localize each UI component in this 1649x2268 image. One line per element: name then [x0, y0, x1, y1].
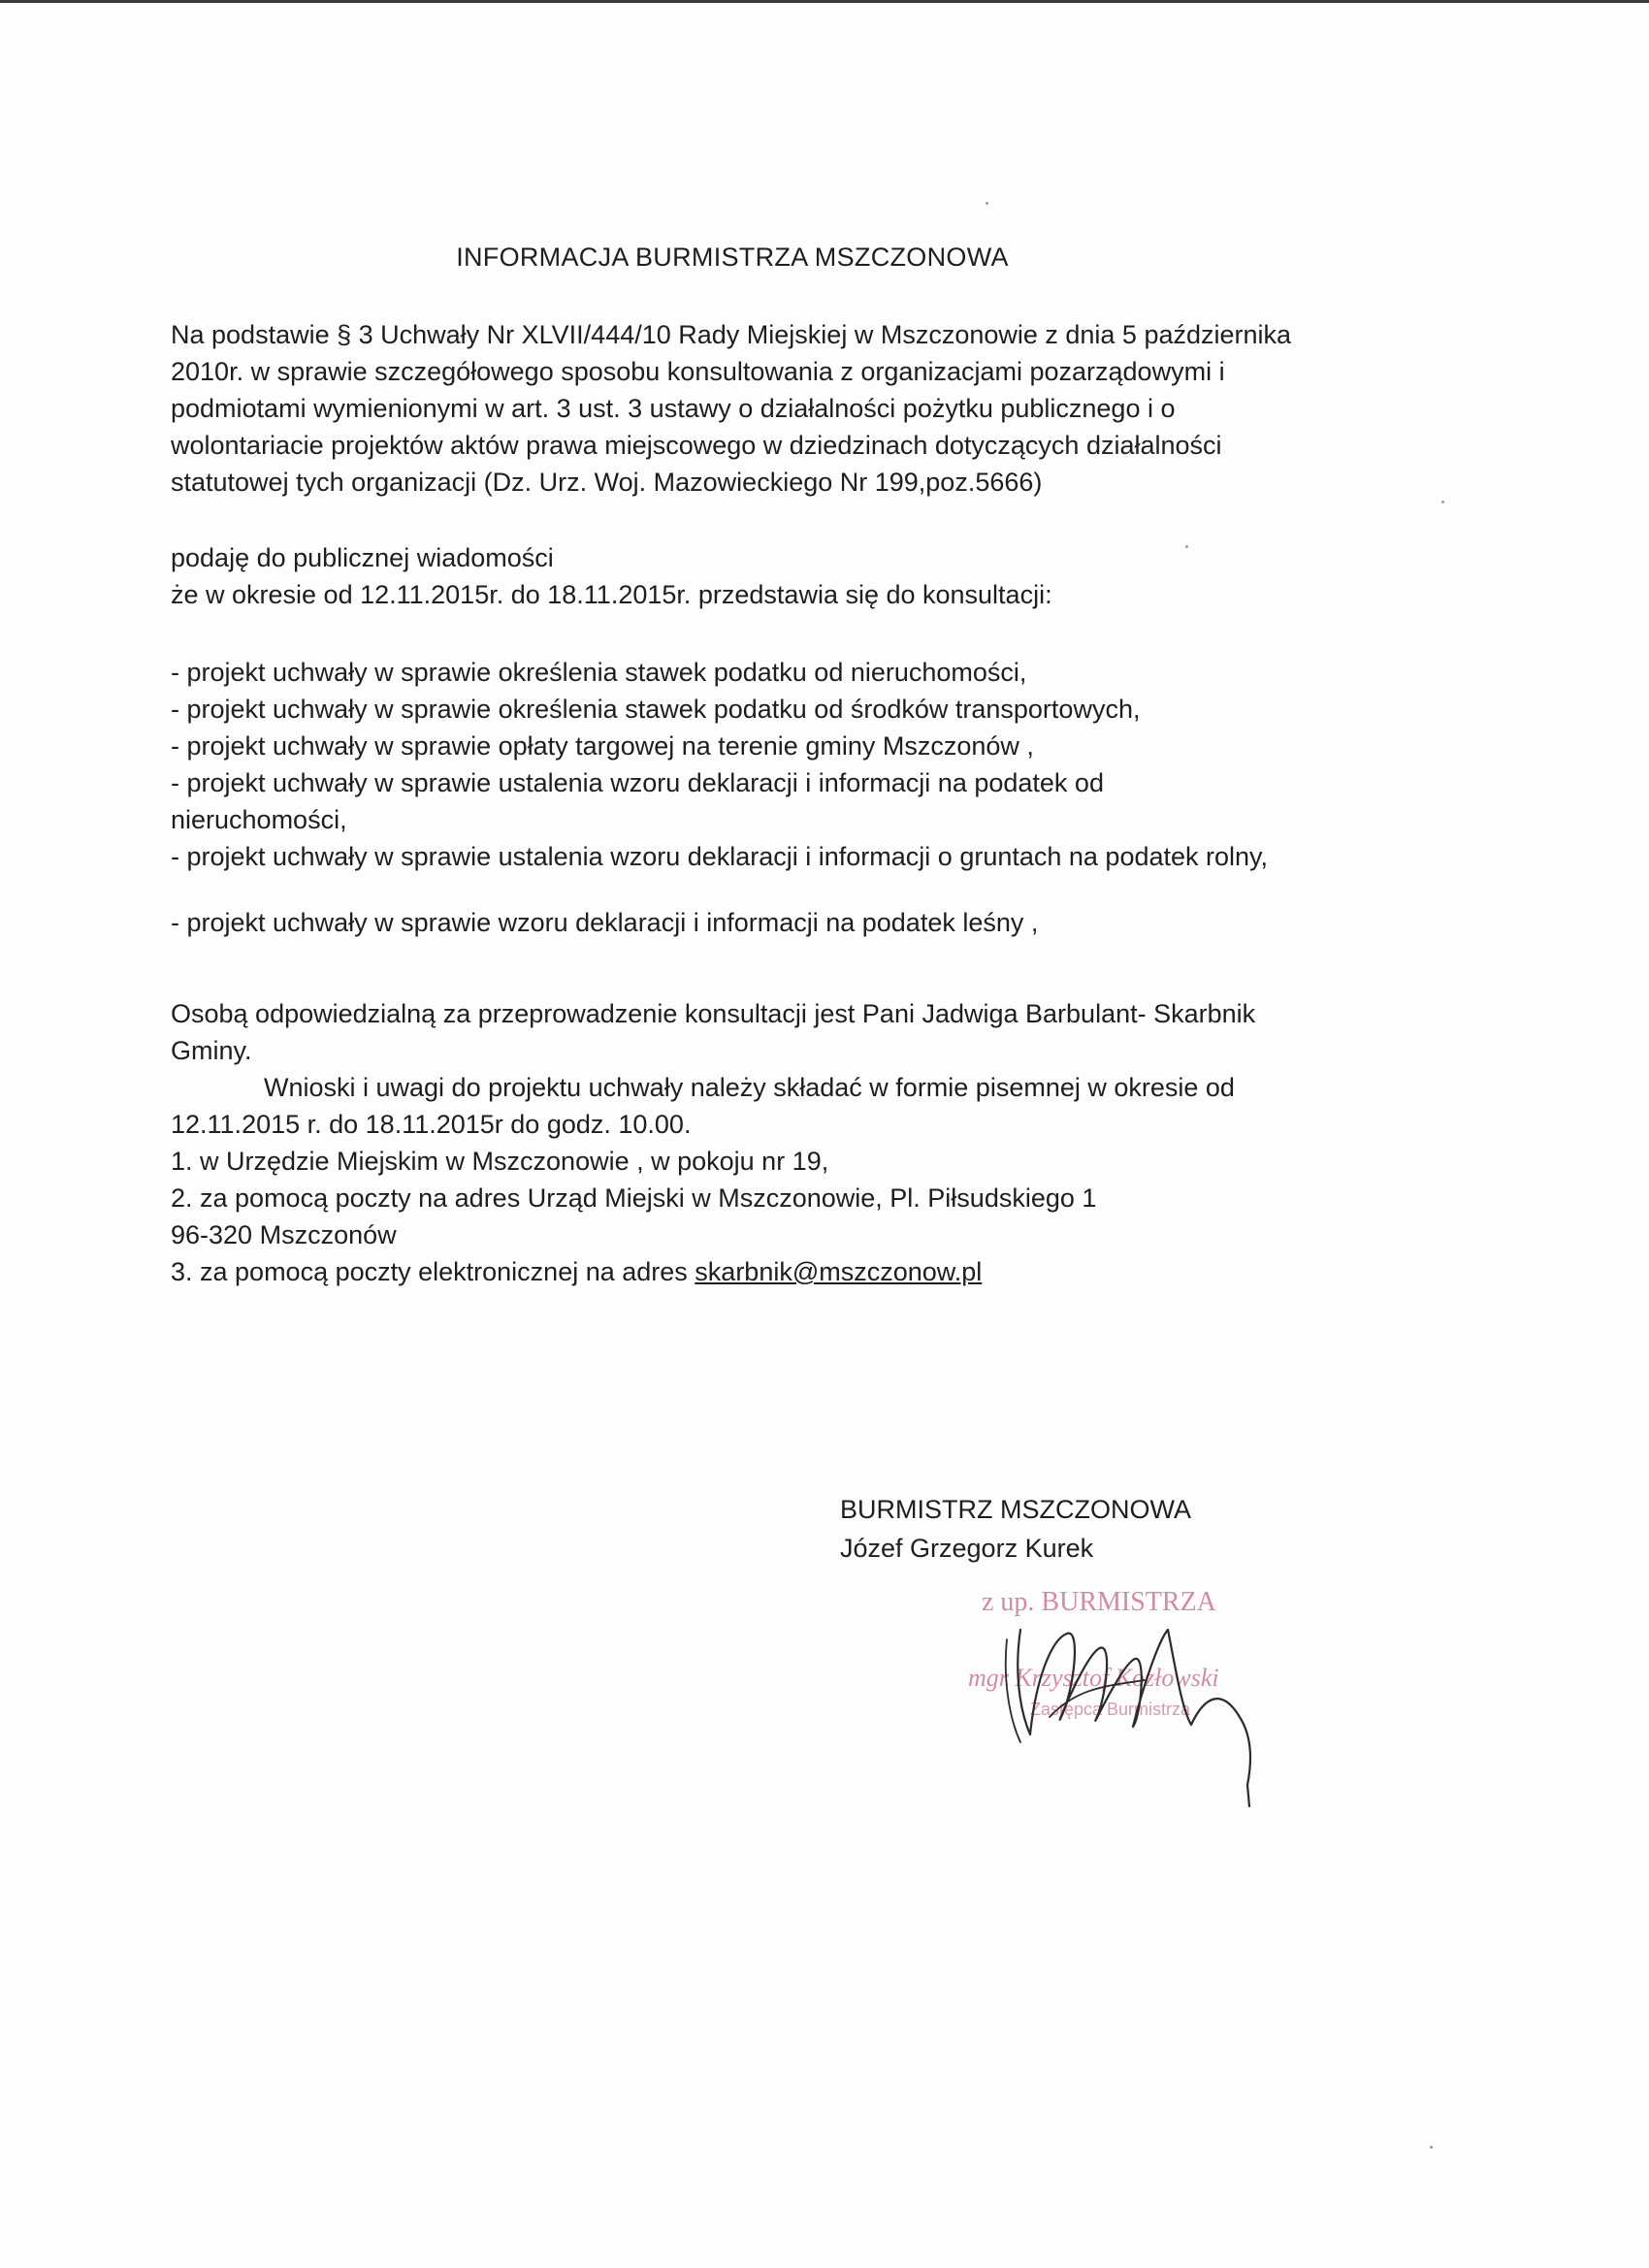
responsible-line: 12.11.2015 r. do 18.11.2015r do godz. 10.00.	[171, 1110, 692, 1139]
list-item: - projekt uchwały w sprawie ustalenia wzoru deklaracji i informacji na podatek od	[171, 768, 1104, 797]
stamp-line: Zastępca Burmistrza	[1030, 1700, 1191, 1719]
signature-block	[840, 1490, 1191, 1568]
stamp-and-signature	[960, 1571, 1329, 1814]
signatory-name: Józef Grzegorz Kurek	[840, 1534, 1094, 1563]
intro-line: podmiotami wymienionymi w art. 3 ust. 3 ustawy o działalności pożytku publicznego i o	[171, 394, 1176, 423]
notice-line: że w okresie od 12.11.2015r. do 18.11.2015r. przedstawia się do konsultacji:	[171, 580, 1052, 609]
responsible-line: 96-320 Mszczonów	[171, 1220, 397, 1249]
scan-top-edge	[0, 0, 1649, 3]
responsible-line: 1. w Urzędzie Miejskim w Mszczonowie , w pokoju nr 19,	[171, 1147, 829, 1176]
scan-speck	[986, 202, 988, 205]
email-prefix: 3. za pomocą poczty elektronicznej na adres	[171, 1257, 695, 1286]
list-item: - projekt uchwały w sprawie opłaty targowej na terenie gminy Mszczonów ,	[171, 731, 1034, 761]
consultation-list	[171, 654, 1412, 941]
signatory-office: BURMISTRZ MSZCZONOWA	[840, 1495, 1191, 1524]
scan-speck	[1441, 501, 1444, 503]
intro-line: 2010r. w sprawie szczegółowego sposobu konsultowania z organizacjami pozarządowymi i	[171, 357, 1225, 386]
intro-paragraph	[171, 316, 1412, 501]
stamp-line: mgr Krzysztof Kozłowski	[968, 1664, 1219, 1692]
scan-speck	[1430, 2146, 1433, 2149]
notice-paragraph	[171, 539, 1412, 613]
intro-line: wolontariacie projektów aktów prawa miejscowego w dziedzinach dotyczących działalności	[171, 431, 1222, 460]
list-item: nieruchomości,	[171, 805, 347, 834]
email-link[interactable]: skarbnik@mszczonow.pl	[695, 1257, 983, 1286]
stamp-line: z up. BURMISTRZA	[982, 1587, 1216, 1617]
responsible-line: Wnioski i uwagi do projektu uchwały należy składać w formie pisemnej w okresie od	[264, 1073, 1235, 1102]
list-item: - projekt uchwały w sprawie określenia stawek podatku od nieruchomości,	[171, 658, 1027, 687]
responsible-line: 2. za pomocą poczty na adres Urząd Miejski w Mszczonowie, Pl. Piłsudskiego 1	[171, 1183, 1097, 1213]
list-item: - projekt uchwały w sprawie określenia stawek podatku od środków transportowych,	[171, 695, 1141, 724]
responsible-line: Gminy.	[171, 1036, 252, 1065]
notice-line: podaję do publicznej wiadomości	[171, 543, 554, 572]
responsible-paragraph	[171, 995, 1412, 1290]
intro-line: Na podstawie § 3 Uchwały Nr XLVII/444/10 Rady Miejskiej w Mszczonowie z dnia 5 października	[171, 320, 1292, 349]
responsible-line: Osobą odpowiedzialną za przeprowadzenie konsultacji jest Pani Jadwiga Barbulant- Skarbnik	[171, 999, 1256, 1028]
intro-line: statutowej tych organizacji (Dz. Urz. Woj. Mazowieckiego Nr 199,poz.5666)	[171, 468, 1043, 497]
list-item: - projekt uchwały w sprawie wzoru deklaracji i informacji na podatek leśny ,	[171, 908, 1039, 937]
list-item: - projekt uchwały w sprawie ustalenia wzoru deklaracji i informacji o gruntach na podatek rolny,	[171, 842, 1269, 871]
document-title: INFORMACJA BURMISTRZA MSZCZONOWA	[456, 243, 1009, 272]
responsible-line	[171, 1253, 1412, 1290]
